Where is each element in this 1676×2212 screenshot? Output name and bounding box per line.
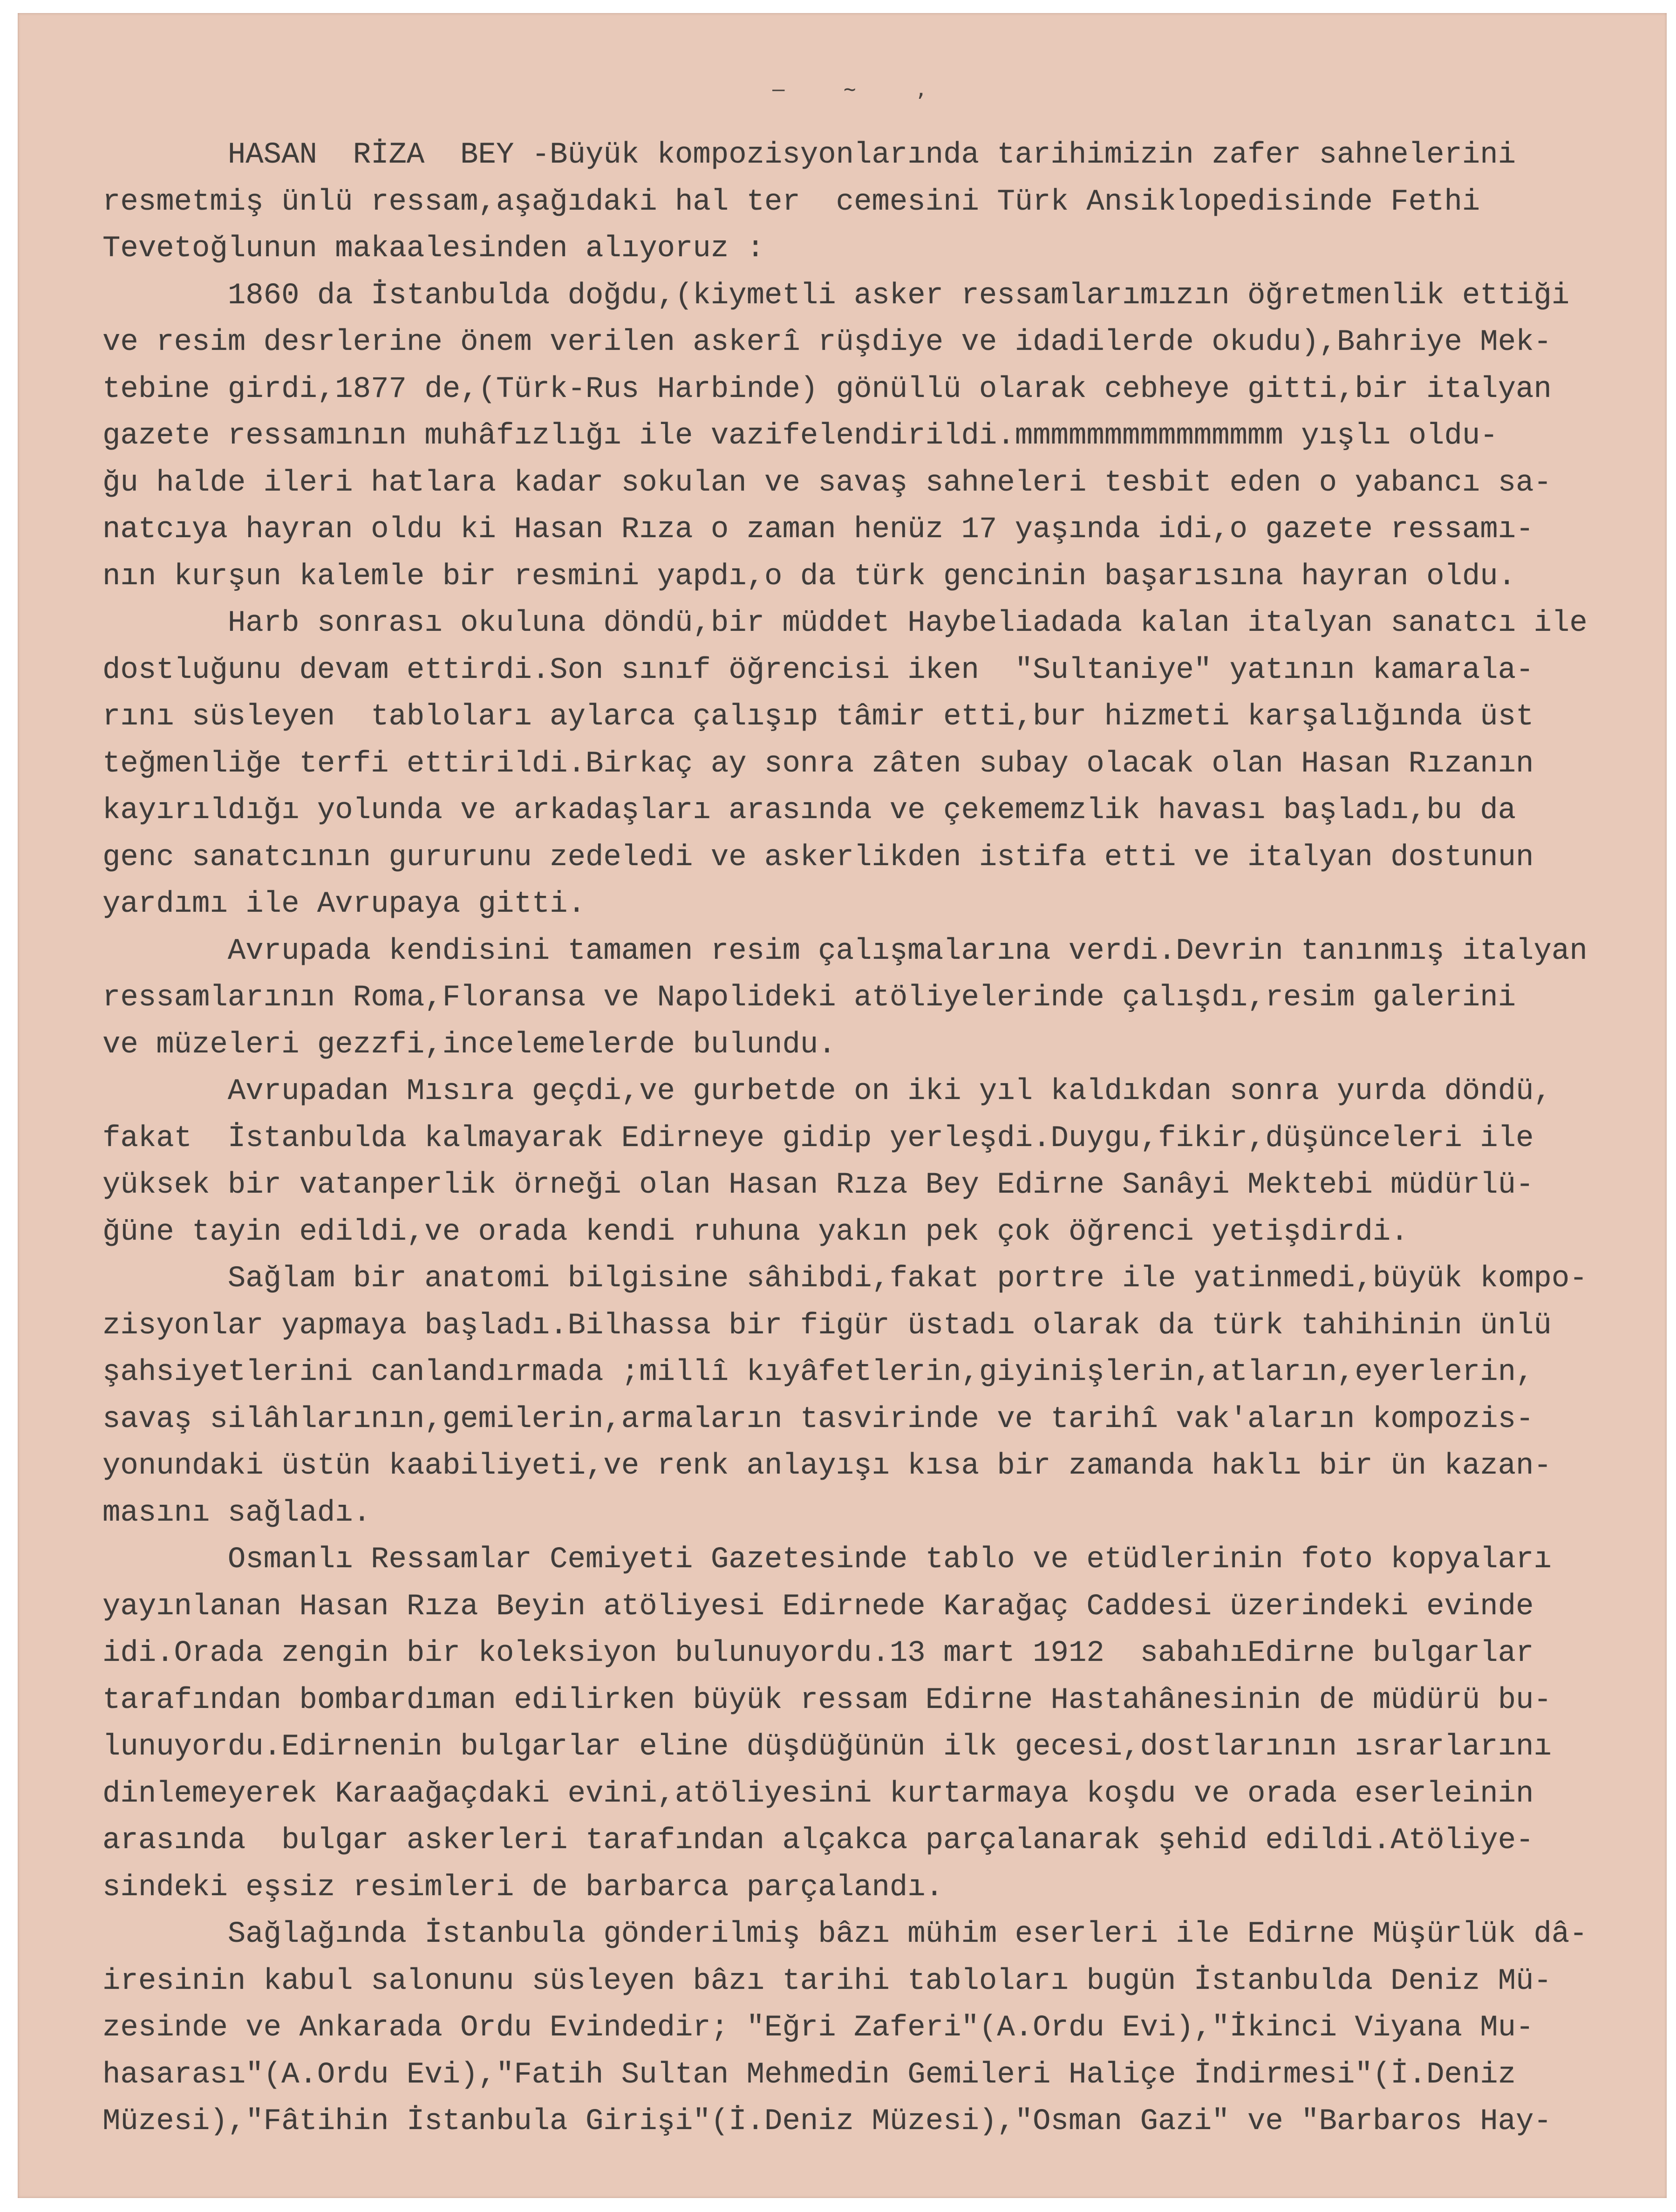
text-line: kayırıldığı yolunda ve arkadaşları arasında ve çekememzlik havası başladı,bu da (102, 794, 1516, 827)
text-line: Müzesi),"Fâtihin İstanbula Girişi"(İ.Deniz Müzesi),"Osman Gazi" ve "Barbaros Hay- (102, 2105, 1552, 2138)
text-line: lunuyordu.Edirnenin bulgarlar eline düşdüğünün ilk gecesi,dostlarının ısrarlarını (102, 1730, 1552, 1764)
text-line: yayınlanan Hasan Rıza Beyin atöliyesi Edirnede Karağaç Caddesi üzerindeki evinde (102, 1590, 1534, 1624)
text-line: yardımı ile Avrupaya gitti. (102, 888, 586, 921)
text-line: fakat İstanbulda kalmayarak Edirneye gidip yerleşdi.Duygu,fikir,düşünceleri ile (102, 1121, 1534, 1155)
text-line: dinlemeyerek Karaağaçdaki evini,atöliyesini kurtarmaya koşdu ve orada eserleinin (102, 1777, 1534, 1811)
text-line: Tevetoğlunun makaalesinden alıyoruz : (102, 232, 765, 266)
text-line: rını süsleyen tabloları aylarca çalışıp tâmir etti,bur hizmeti karşalığında üst (102, 700, 1534, 734)
text-line: zesinde ve Ankarada Ordu Evindedir; "Eğri Zaferi"(A.Ordu Evi),"İkinci Viyana Mu- (102, 2011, 1534, 2045)
text-line: yüksek bir vatanperlik örneği olan Hasan Rıza Bey Edirne Sanâyi Mektebi müdürlü- (102, 1168, 1534, 1202)
text-line: iresinin kabul salonunu süsleyen bâzı tarihi tabloları bugün İstanbulda Deniz Mü- (102, 1964, 1552, 1998)
header-marks: — ~ , (772, 77, 951, 101)
text-line: ğu halde ileri hatlara kadar sokulan ve savaş sahneleri tesbit eden o yabancı sa- (102, 466, 1552, 500)
text-line: ressamlarının Roma,Floransa ve Napolideki atöliyelerinde çalışdı,resim galerini (102, 981, 1516, 1015)
text-line: tebine girdi,1877 de,(Türk-Rus Harbinde) gönüllü olarak cebheye gitti,bir italyan (102, 372, 1552, 406)
typewritten-page (18, 13, 1667, 2198)
text-line: tarafından bombardıman edilirken büyük ressam Edirne Hastahânesinin de müdürü bu- (102, 1683, 1552, 1717)
text-line: Avrupada kendisini tamamen resim çalışmalarına verdi.Devrin tanınmış italyan (102, 934, 1587, 968)
text-line: Sağlam bir anatomi bilgisine sâhibdi,fakat portre ile yatinmedi,büyük kompo- (102, 1262, 1587, 1296)
text-line: savaş silâhlarının,gemilerin,armaların tasvirinde ve tarihî vak'aların kompozis- (102, 1402, 1534, 1436)
text-line: hasarası"(A.Ordu Evi),"Fatih Sultan Mehmedin Gemileri Haliçe İndirmesi"(İ.Deniz (102, 2058, 1516, 2092)
text-line: Avrupadan Mısıra geçdi,ve gurbetde on iki yıl kaldıkdan sonra yurda döndü, (102, 1075, 1552, 1108)
text-line: ğüne tayin edildi,ve orada kendi ruhuna yakın pek çok öğrenci yetişdirdi. (102, 1215, 1409, 1249)
text-line: masını sağladı. (102, 1496, 371, 1530)
text-line: ve müzeleri gezzfi,incelemelerde bulundu. (102, 1028, 836, 1062)
text-line: resmetmiş ünlü ressam,aşağıdaki hal ter cemesini Türk Ansiklopedisinde Fethi (102, 185, 1480, 219)
text-line: şahsiyetlerini canlandırmada ;millî kıyâfetlerin,giyinişlerin,atların,eyerlerin, (102, 1356, 1534, 1389)
text-line: dostluğunu devam ettirdi.Son sınıf öğrencisi iken "Sultaniye" yatının kamarala- (102, 653, 1534, 687)
text-line: Harb sonrası okuluna döndü,bir müddet Haybeliadada kalan italyan sanatcı ile (102, 607, 1587, 640)
text-line: sindeki eşsiz resimleri de barbarca parçalandı. (102, 1871, 944, 1905)
text-line: nın kurşun kalemle bir resmini yapdı,o da türk gencinin başarısına hayran oldu. (102, 560, 1516, 594)
document-body (102, 132, 1667, 2145)
text-line: Osmanlı Ressamlar Cemiyeti Gazetesinde tablo ve etüdlerinin foto kopyaları (102, 1543, 1552, 1577)
text-line: ve resim desrlerine önem verilen askerî rüşdiye ve idadilerde okudu),Bahriye Mek- (102, 326, 1552, 359)
text-line: teğmenliğe terfi ettirildi.Birkaç ay sonra zâten subay olacak olan Hasan Rızanın (102, 747, 1534, 781)
text-line: zisyonlar yapmaya başladı.Bilhassa bir figür üstadı olarak da türk tahihinin ünlü (102, 1309, 1552, 1343)
text-line: gazete ressamının muhâfızlığı ile vazifelendirildi.mmmmmmmmmmmmmmm yışlı oldu- (102, 419, 1498, 453)
text-line: idi.Orada zengin bir koleksiyon bulunuyordu.13 mart 1912 sabahıEdirne bulgarlar (102, 1637, 1534, 1670)
text-line: 1860 da İstanbulda doğdu,(kiymetli asker ressamlarımızın öğretmenlik ettiği (102, 279, 1570, 313)
text-line: yonundaki üstün kaabiliyeti,ve renk anlayışı kısa bir zamanda haklı bir ün kazan- (102, 1449, 1552, 1483)
text-line: Sağlağında İstanbula gönderilmiş bâzı mühim eserleri ile Edirne Müşürlük dâ- (102, 1918, 1587, 1951)
text-line: natcıya hayran oldu ki Hasan Rıza o zaman henüz 17 yaşında idi,o gazete ressamı- (102, 513, 1534, 546)
text-line: genc sanatcının gururunu zedeledi ve askerlikden istifa etti ve italyan dostunun (102, 840, 1534, 874)
text-line: HASAN RİZA BEY -Büyük kompozisyonlarında tarihimizin zafer sahnelerini (102, 138, 1516, 172)
text-line: arasında bulgar askerleri tarafından alçakca parçalanarak şehid edildi.Atöliye- (102, 1824, 1534, 1857)
